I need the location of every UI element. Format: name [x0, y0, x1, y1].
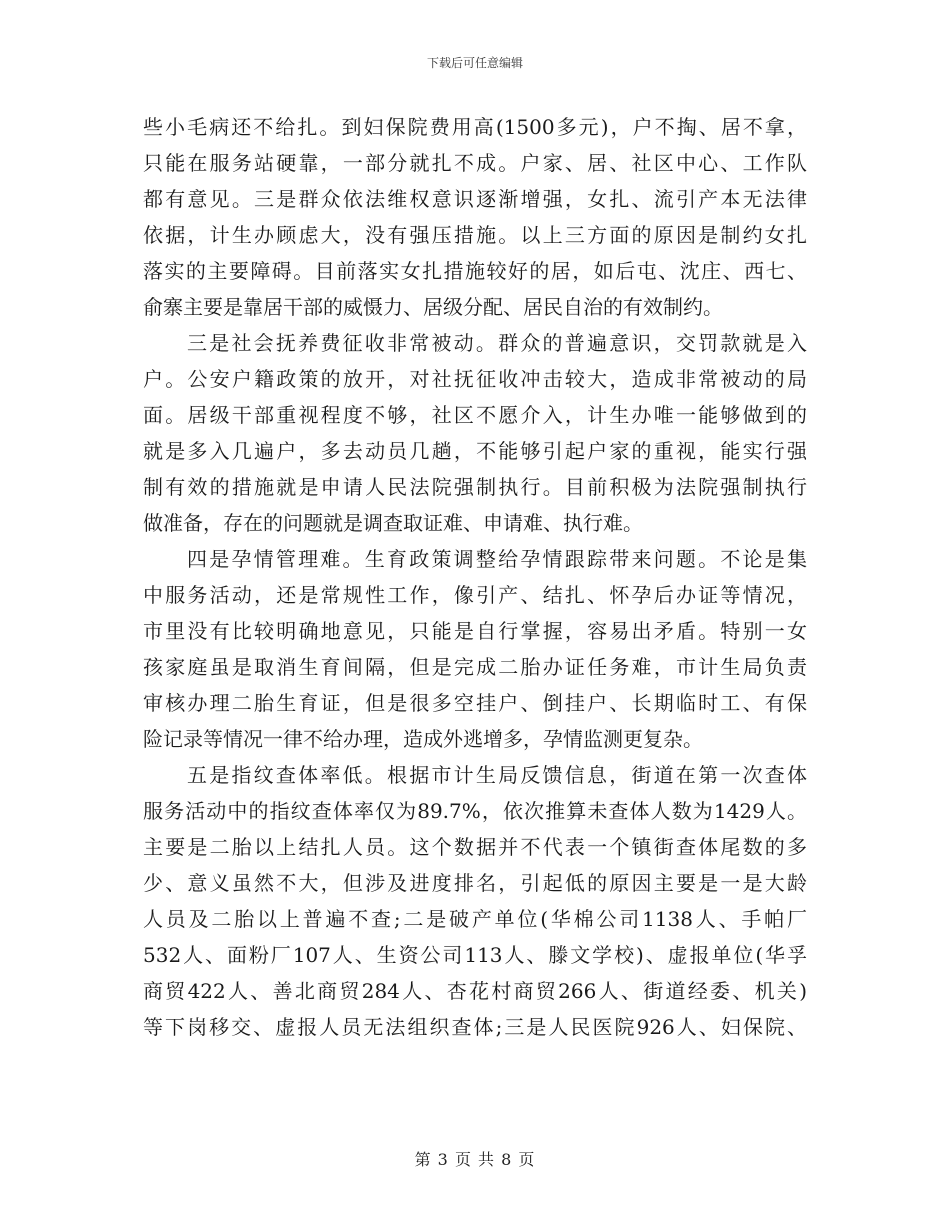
page-number-footer: 第 3 页 共 8 页	[414, 1150, 536, 1169]
text-line: 孩家庭虽是取消生育间隔，但是完成二胎办证任务难，市计生局负责	[143, 655, 807, 679]
text-line: 做准备，存在的问题就是调查取证难、申请难、执行难。	[143, 511, 643, 535]
text-line: 落实的主要障碍。目前落实女扎措施较好的居，如后屯、沈庄、西七、	[143, 259, 807, 283]
text-line: 审核办理二胎生育证，但是很多空挂户、倒挂户、长期临时工、有保	[143, 691, 807, 715]
text-line: 俞寨主要是靠居干部的威慑力、居级分配、居民自治的有效制约。	[143, 295, 723, 319]
text-line: 户。公安户籍政策的放开，对社抚征收冲击较大，造成非常被动的局	[143, 367, 807, 391]
text-line: 商贸422人、善北商贸284人、杏花村商贸266人、街道经委、机关)	[143, 979, 807, 1003]
text-line: 等下岗移交、虚报人员无法组织查体;三是人民医院926人、妇保院、	[143, 1015, 807, 1039]
text-line: 四是孕情管理难。生育政策调整给孕情跟踪带来问题。不论是集	[187, 547, 807, 571]
text-line: 五是指纹查体率低。根据市计生局反馈信息，街道在第一次查体	[187, 763, 807, 787]
document-body	[143, 109, 807, 1045]
text-line: 只能在服务站硬靠，一部分就扎不成。户家、居、社区中心、工作队	[143, 151, 807, 175]
paragraph	[143, 757, 807, 1045]
page-header-note: 下载后可任意编辑	[426, 56, 523, 70]
text-line: 少、意义虽然不大，但涉及进度排名，引起低的原因主要是一是大龄	[143, 871, 807, 895]
text-line: 人员及二胎以上普遍不查;二是破产单位(华棉公司1138人、手帕厂	[143, 907, 807, 931]
text-line: 些小毛病还不给扎。到妇保院费用高(1500多元)，户不掏、居不拿，	[143, 115, 807, 139]
text-line: 险记录等情况一律不给办理，造成外逃增多，孕情监测更复杂。	[143, 727, 703, 751]
text-line: 主要是二胎以上结扎人员。这个数据并不代表一个镇街查体尾数的多	[143, 835, 807, 859]
text-line: 面。居级干部重视程度不够，社区不愿介入，计生办唯一能够做到的	[143, 403, 807, 427]
text-line: 依据，计生办顾虑大，没有强压措施。以上三方面的原因是制约女扎	[143, 223, 807, 247]
paragraph	[143, 541, 807, 757]
text-line: 服务活动中的指纹查体率仅为89.7%，依次推算未查体人数为1429人。	[143, 799, 807, 823]
text-line: 中服务活动，还是常规性工作，像引产、结扎、怀孕后办证等情况，	[143, 583, 807, 607]
text-line: 532人、面粉厂107人、生资公司113人、滕文学校)、虚报单位(华孚	[143, 943, 807, 967]
paragraph	[143, 109, 807, 325]
text-line: 制有效的措施就是申请人民法院强制执行。目前积极为法院强制执行	[143, 475, 807, 499]
text-line: 就是多入几遍户，多去动员几趟，不能够引起户家的重视，能实行强	[143, 439, 807, 463]
paragraph	[143, 325, 807, 541]
text-line: 市里没有比较明确地意见，只能是自行掌握，容易出矛盾。特别一女	[143, 619, 807, 643]
text-line: 三是社会抚养费征收非常被动。群众的普遍意识，交罚款就是入	[187, 331, 807, 355]
text-line: 都有意见。三是群众依法维权意识逐渐增强，女扎、流引产本无法律	[143, 187, 807, 211]
